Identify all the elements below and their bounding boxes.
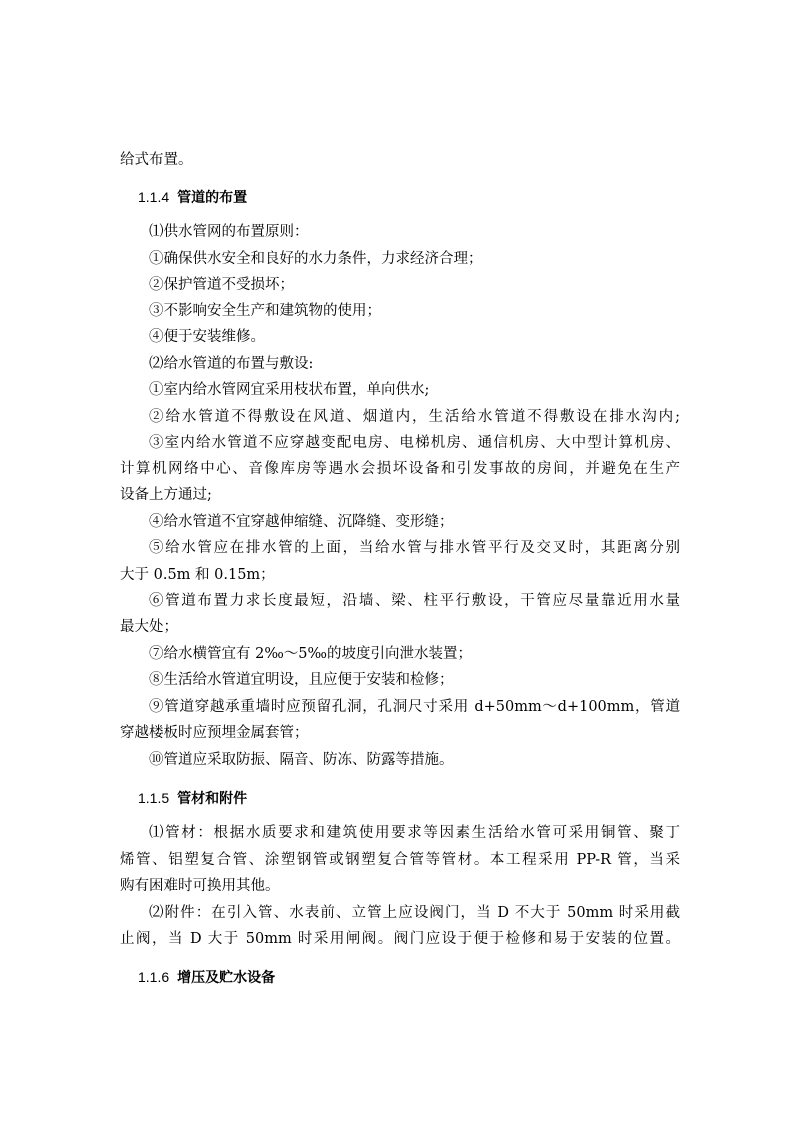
- list-item: ②保护管道不受损坏；: [149, 277, 294, 293]
- section-heading-1-1-5: [138, 788, 247, 809]
- list-heading: ⑵给水管道的布置与敷设:: [149, 356, 314, 372]
- list-item: ⑨管道穿越承重墙时应预留孔洞，孔洞尺寸采用 d+50mm～d+100mm，管道: [149, 699, 680, 715]
- list-item: ④给水管道不宜穿越伸缩缝、沉降缝、变形缝；: [149, 514, 454, 530]
- list-item: ⑤给水管应在排水管的上面，当给水管与排水管平行及交叉时，其距离分别: [149, 540, 680, 556]
- section-number: 1.1.6: [138, 969, 170, 985]
- list-item-continuation: 穿越楼板时应预埋金属套管；: [120, 725, 309, 741]
- section-number: 1.1.5: [138, 790, 170, 806]
- section-heading-1-1-6: [138, 967, 275, 988]
- list-item: ③不影响安全生产和建筑物的使用；: [149, 303, 381, 319]
- list-item-continuation: 设备上方通过;: [120, 487, 212, 503]
- paragraph-continuation: 止阀，当 D 大于 50mm 时采用闸阀。阀门应设于便于检修和易于安装的位置。: [120, 931, 680, 947]
- section-title: 管材和附件: [177, 791, 248, 807]
- list-item-continuation: 最大处；: [120, 619, 178, 635]
- list-item: ①确保供水安全和良好的水力条件，力求经济合理；: [149, 251, 483, 267]
- paragraph-continuation: 给式布置。: [120, 152, 193, 168]
- list-item: ③室内给水管道不应穿越变配电房、电梯机房、通信机房、大中型计算机房、: [149, 435, 680, 451]
- section-heading-1-1-4: [138, 187, 247, 208]
- paragraph-continuation: 购有困难时可换用其他。: [120, 878, 280, 894]
- section-number: 1.1.4: [138, 189, 170, 205]
- section-title: 增压及贮水设备: [177, 970, 276, 986]
- section-title: 管道的布置: [177, 190, 248, 206]
- list-heading: ⑴供水管网的布置原则：: [149, 224, 309, 240]
- list-item: ①室内给水管网宜采用枝状布置，单向供水;: [149, 382, 430, 398]
- paragraph: ⑵附件：在引入管、水表前、立管上应设阀门，当 D 不大于 50mm 时采用截: [149, 905, 680, 921]
- list-item: ⑩管道应采取防振、隔音、防冻、防露等措施。: [149, 752, 454, 768]
- list-item: ⑦给水横管宜有 2‰～5‰的坡度引向泄水装置；: [149, 646, 472, 662]
- list-item: ②给水管道不得敷设在风道、烟道内，生活给水管道不得敷设在排水沟内;: [149, 409, 680, 425]
- list-item: ⑥管道布置力求长度最短，沿墙、梁、柱平行敷设，干管应尽量靠近用水量: [149, 593, 680, 609]
- list-item: ④便于安装维修。: [149, 329, 265, 345]
- paragraph: ⑴管材：根据水质要求和建筑使用要求等因素生活给水管可采用铜管、聚丁: [149, 825, 680, 841]
- list-item-continuation: 大于 0.5m 和 0.15m；: [120, 567, 275, 583]
- paragraph-continuation: 烯管、铝塑复合管、涂塑钢管或钢塑复合管等管材。本工程采用 PP-R 管，当采: [120, 852, 680, 868]
- list-item: ⑧生活给水管道宜明设，且应便于安装和检修；: [149, 672, 454, 688]
- list-item-continuation: 计算机网络中心、音像库房等遇水会损坏设备和引发事故的房间，并避免在生产: [120, 461, 680, 477]
